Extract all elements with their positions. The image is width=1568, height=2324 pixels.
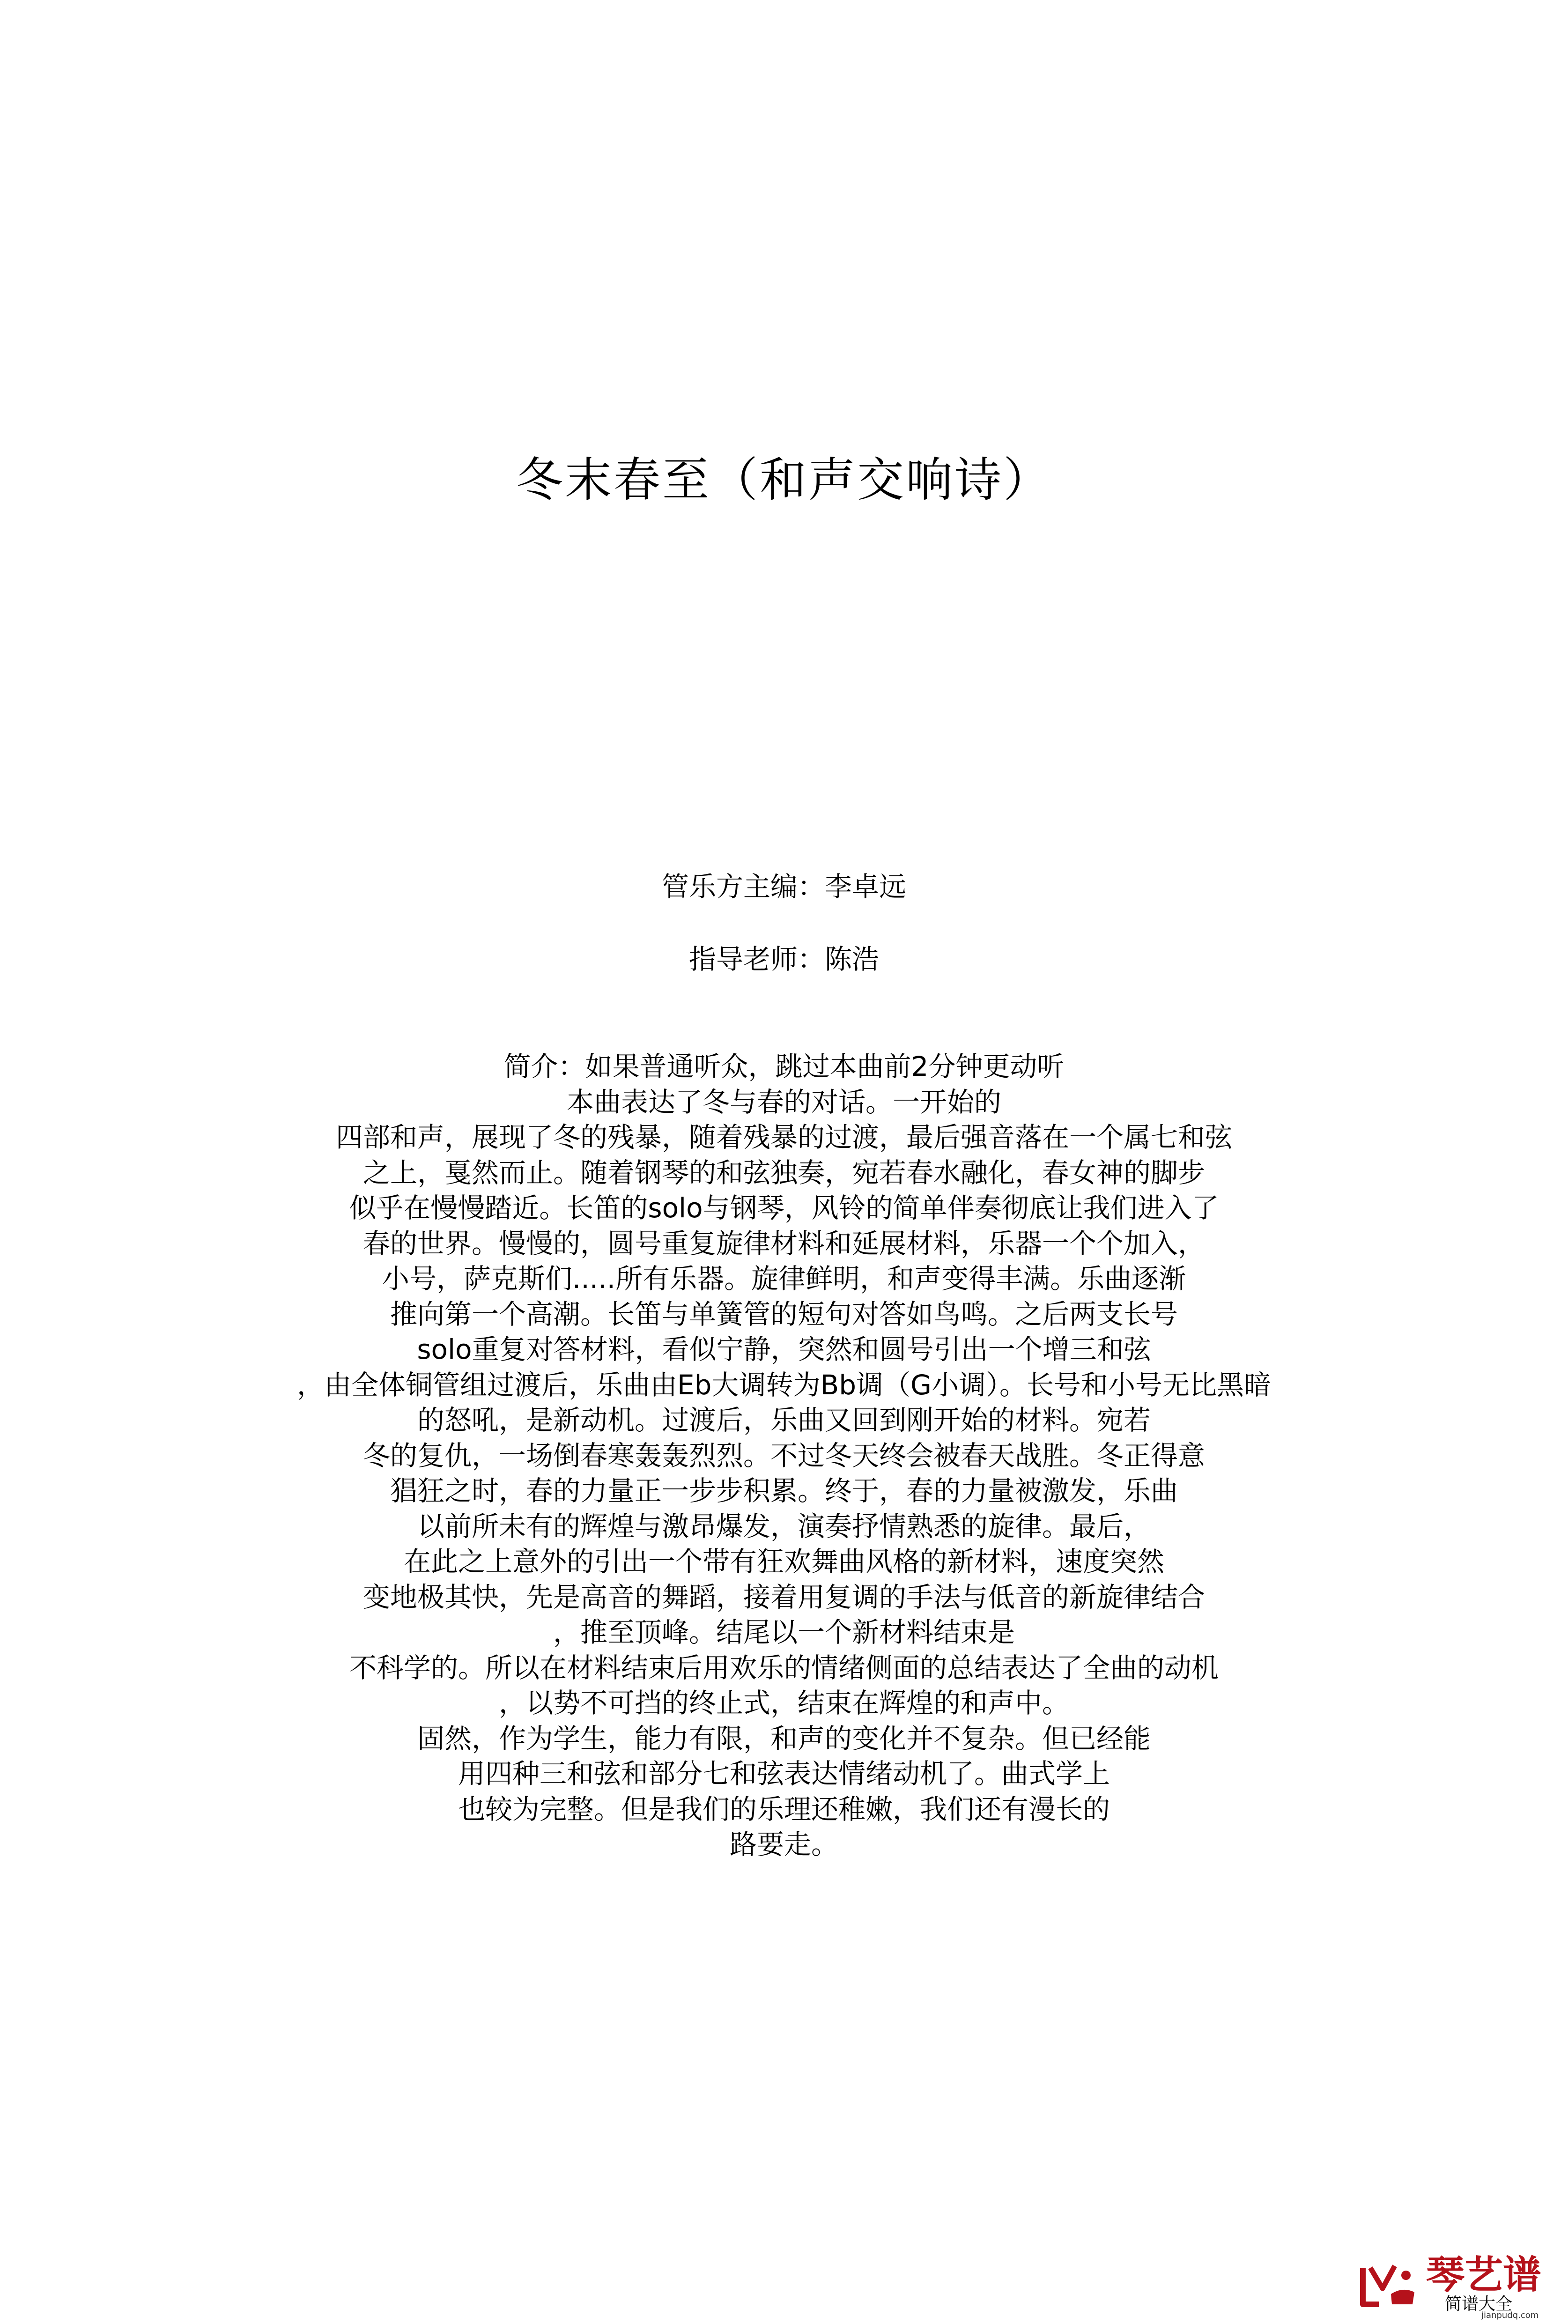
intro-line: 冬的复仇，一场倒春寒轰轰烈烈。不过冬天终会被春天战胜。冬正得意	[362, 1439, 1205, 1472]
piano-note-logo-icon	[1358, 2259, 1419, 2311]
intro-line: 四部和声，展现了冬的残暴，随着残暴的过渡，最后强音落在一个属七和弦	[335, 1121, 1232, 1153]
intro-line: 简介：如果普通听众，跳过本曲前2分钟更动听	[503, 1051, 1065, 1082]
intro-line: 猖狂之时，春的力量正一步步积累。终于，春的力量被激发，乐曲	[390, 1475, 1178, 1507]
intro-line: solo重复对答材料，看似宁静，突然和圆号引出一个增三和弦	[417, 1333, 1151, 1365]
credit-advisor: 指导老师：陈浩	[688, 943, 879, 975]
intro-line: ，推至顶峰。结尾以一个新材料结束是	[553, 1616, 1015, 1648]
intro-line: 的怒吼，是新动机。过渡后，乐曲又回到刚开始的材料。宛若	[417, 1404, 1151, 1436]
intro-text	[0, 1049, 1568, 1863]
watermark-brand: 琴艺谱	[1426, 2252, 1542, 2297]
watermark-subtitle: 简谱大全	[1445, 2294, 1513, 2314]
site-watermark	[1358, 2250, 1564, 2320]
watermark-url: jianpudq.com	[1481, 2310, 1539, 2320]
intro-line: 似乎在慢慢踏近。长笛的solo与钢琴，风铃的简单伴奏彻底让我们进入了	[349, 1192, 1219, 1224]
intro-line: ，由全体铜管组过渡后，乐曲由Eb大调转为Bb调（G小调）。长号和小号无比黑暗	[296, 1369, 1272, 1401]
intro-line: 推向第一个高潮。长笛与单簧管的短句对答如鸟鸣。之后两支长号	[390, 1298, 1178, 1330]
intro-line: 也较为完整。但是我们的乐理还稚嫩，我们还有漫长的	[458, 1793, 1110, 1825]
credit-editor: 管乐方主编：李卓远	[661, 871, 906, 903]
page-title: 冬末春至（和声交响诗）	[516, 452, 1052, 507]
intro-line: 之上，戛然而止。随着钢琴的和弦独奏，宛若春水融化，春女神的脚步	[362, 1156, 1205, 1189]
intro-line: ，以势不可挡的终止式，结束在辉煌的和声中。	[498, 1687, 1069, 1719]
intro-line: 在此之上意外的引出一个带有狂欢舞曲风格的新材料，速度突然	[403, 1546, 1164, 1577]
watermark-text	[1426, 2250, 1562, 2320]
intro-line: 固然，作为学生，能力有限，和声的变化并不复杂。但已经能	[417, 1722, 1151, 1754]
intro-line: 小号，萨克斯们.....所有乐器。旋律鲜明，和声变得丰满。乐曲逐渐	[382, 1263, 1186, 1295]
intro-line: 本曲表达了冬与春的对话。一开始的	[566, 1086, 1001, 1118]
intro-line: 变地极其快，先是高音的舞蹈，接着用复调的手法与低音的新旋律结合	[362, 1581, 1205, 1613]
intro-line: 用四种三和弦和部分七和弦表达情绪动机了。曲式学上	[458, 1758, 1110, 1790]
intro-line: 以前所未有的辉煌与激昂爆发，演奏抒情熟悉的旋律。最后，	[417, 1510, 1151, 1542]
intro-line: 不科学的。所以在材料结束后用欢乐的情绪侧面的总结表达了全曲的动机	[349, 1651, 1219, 1684]
intro-line: 春的世界。慢慢的，圆号重复旋律材料和延展材料，乐器一个个加入，	[362, 1227, 1205, 1259]
intro-line: 路要走。	[729, 1828, 838, 1860]
